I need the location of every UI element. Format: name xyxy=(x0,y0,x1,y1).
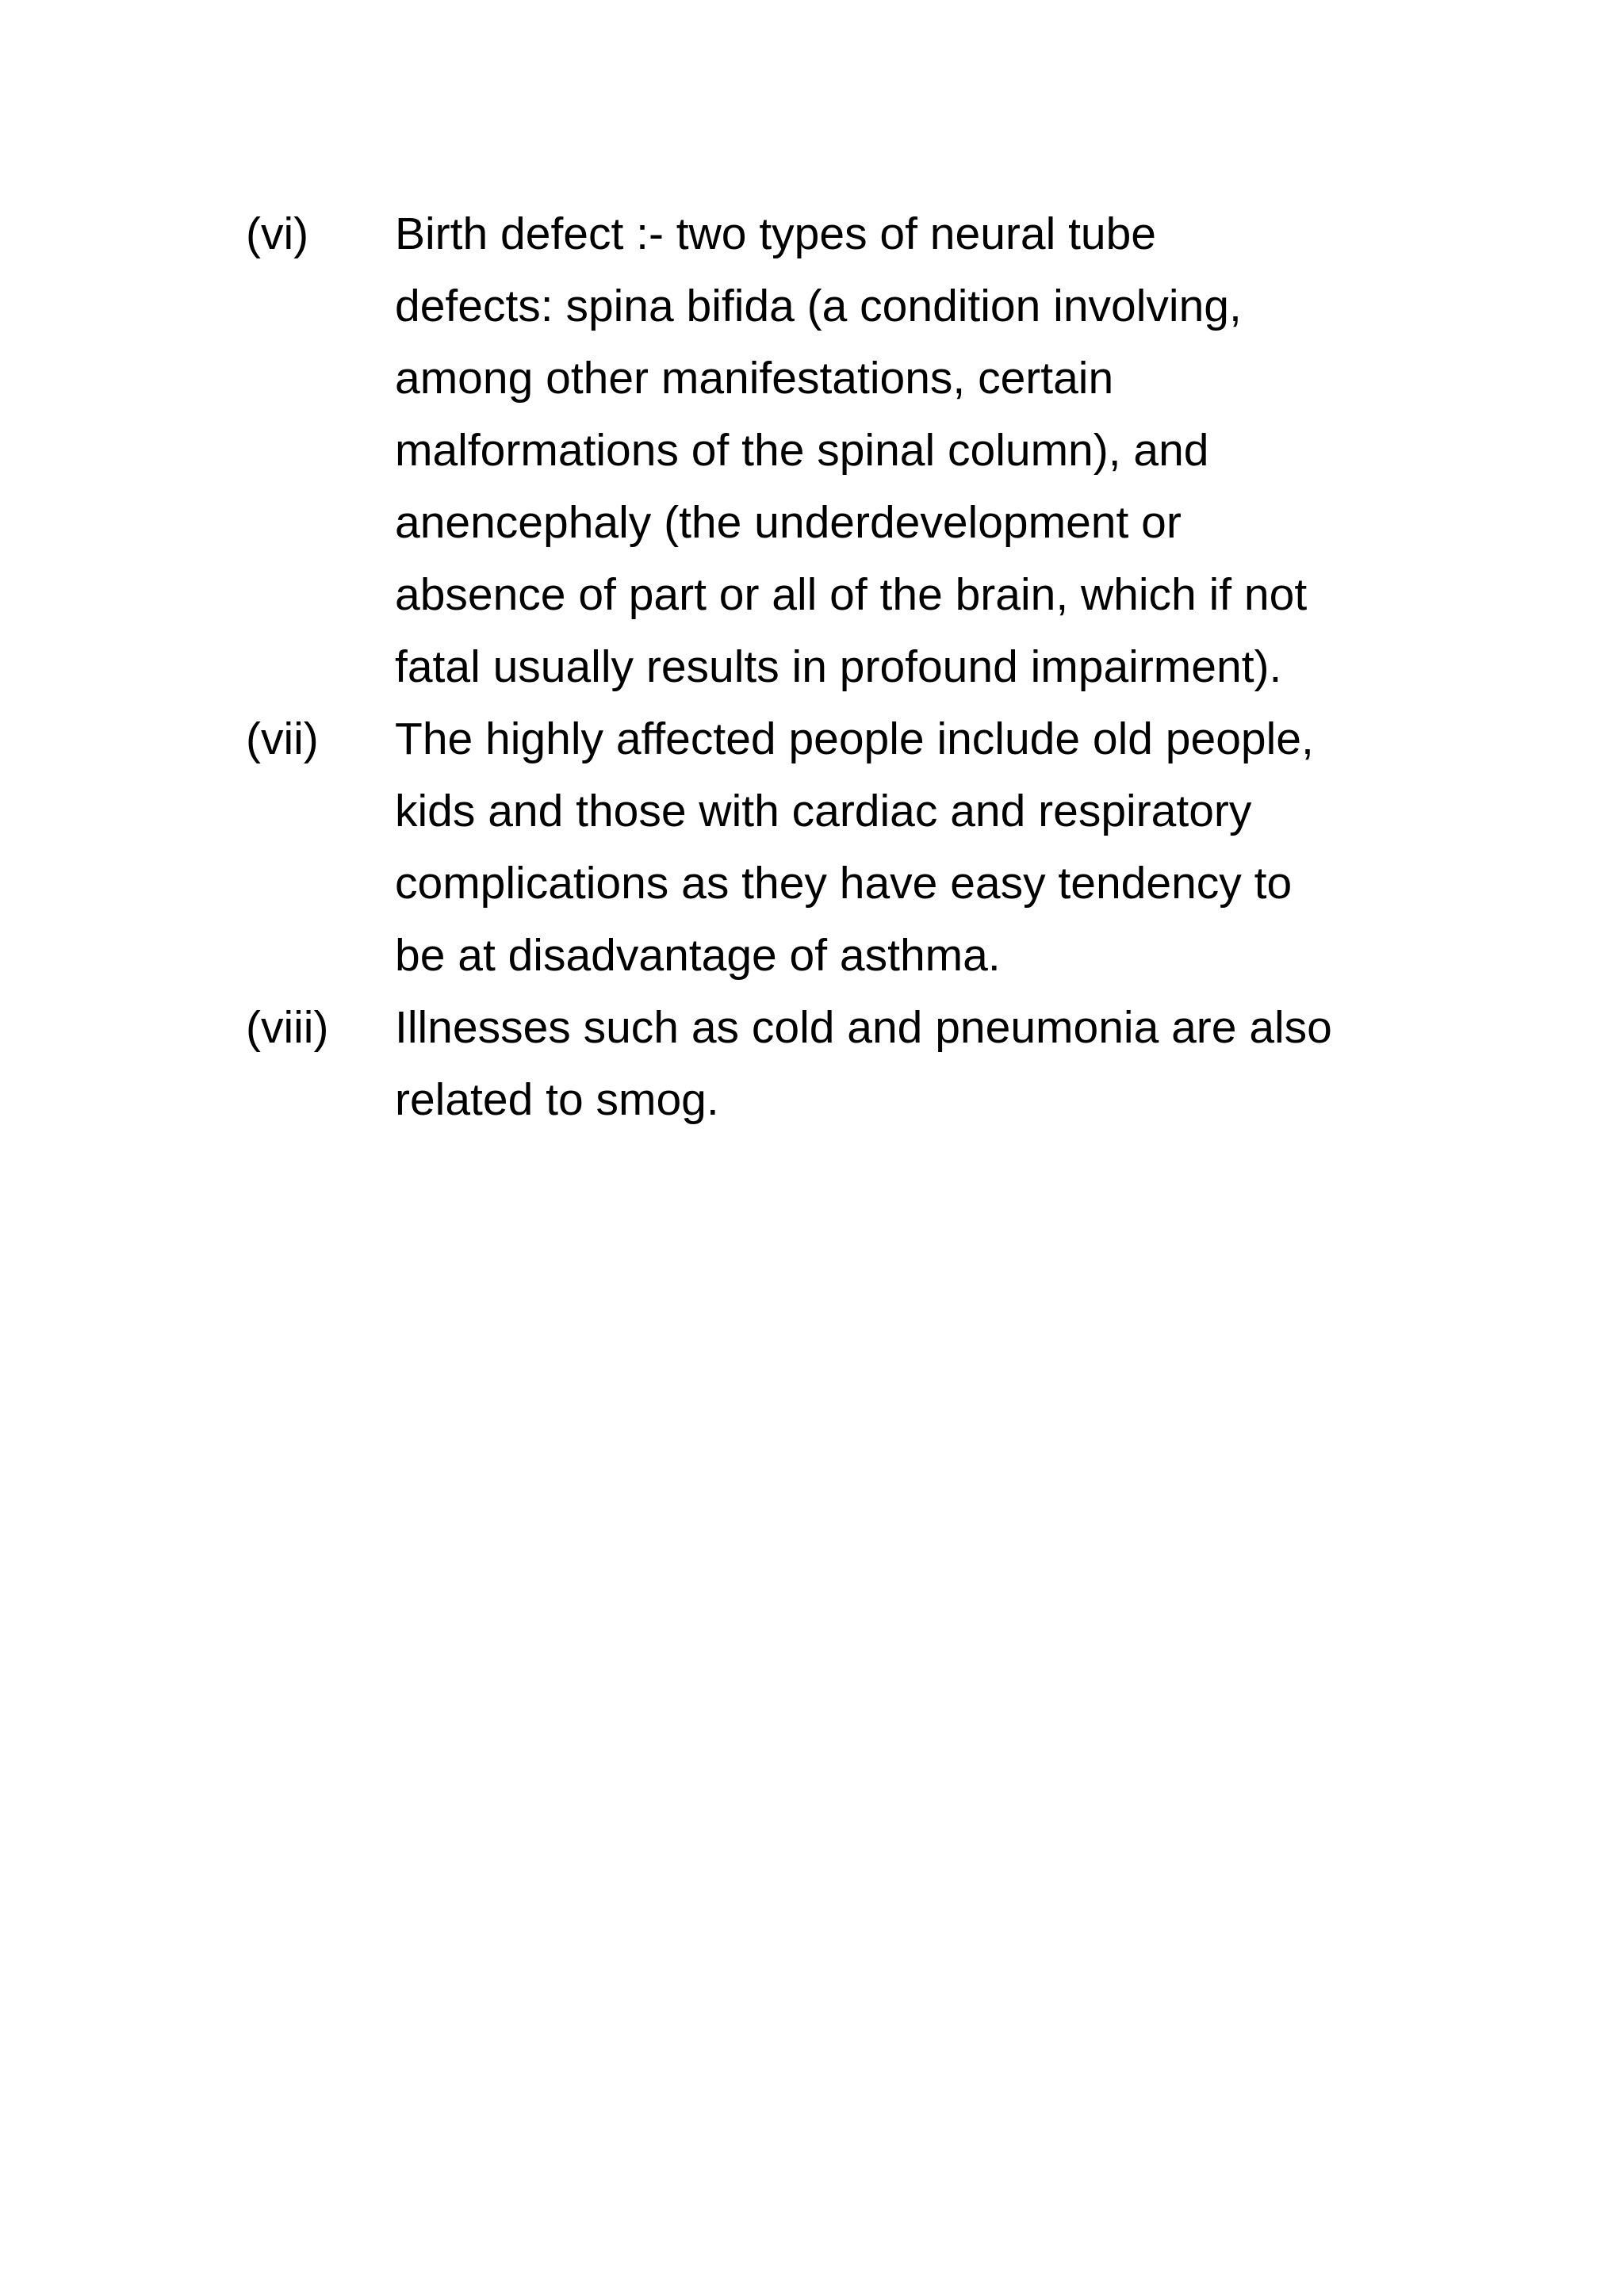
list-marker: (vi) xyxy=(246,209,309,259)
list-marker: (vii) xyxy=(246,714,319,764)
list-item-text: Illnesses such as cold and pneumonia are also related to smog. xyxy=(395,1002,1332,1125)
list-item xyxy=(246,992,1451,1136)
numbered-list xyxy=(246,198,1451,1136)
list-item xyxy=(246,703,1451,992)
list-marker: (viii) xyxy=(246,1002,329,1053)
list-item-text: Birth defect :- two types of neural tube defects: spina bifida (a condition involving, among other manifestations, certain malformations of the spinal column), and anencephaly (the underdevelopment or absence of part or all of the brain, which if not fatal usually results in profound impairment). xyxy=(395,209,1308,692)
list-item xyxy=(246,198,1451,703)
list-item-text: The highly affected people include old people, kids and those with cardiac and respiratory complications as they have easy tendency to be at disadvantage of asthma. xyxy=(395,714,1314,981)
